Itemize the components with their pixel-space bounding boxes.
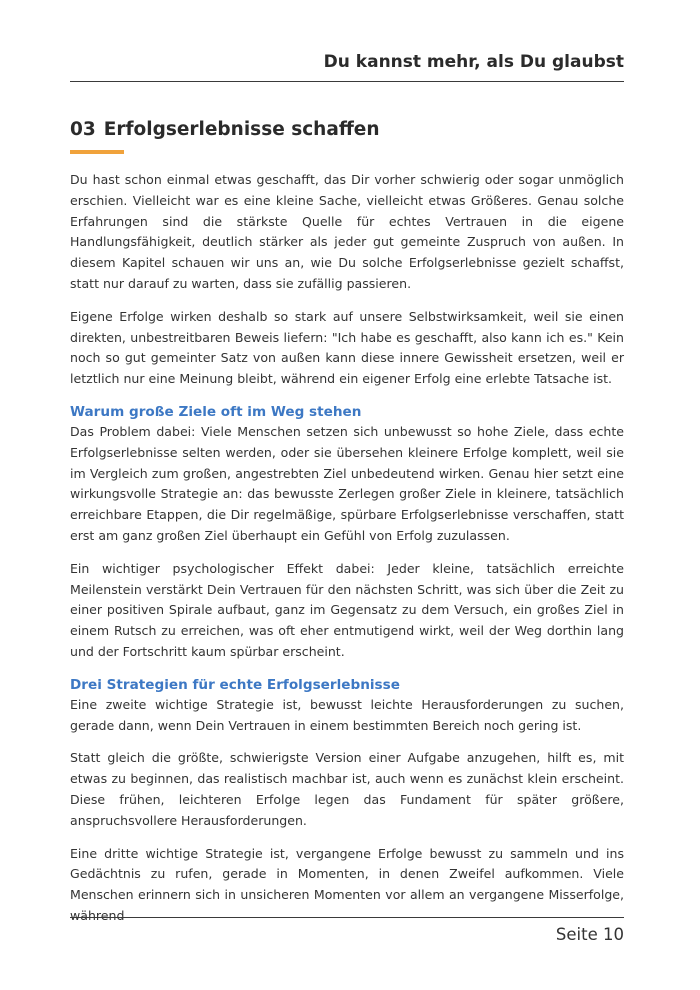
chapter-heading <box>70 119 380 140</box>
body-paragraph: Statt gleich die größte, schwierigste Version einer Aufgabe anzugehen, hilft es, mit etwas zu beginnen, das realistisch machbar ist, auch wenn es zunächst klein erscheint. Diese frühen, leichteren Erfolge legen das Fundament für später größere, anspruchsvollere Herausforderungen. <box>70 750 624 828</box>
body-paragraph: Ein wichtiger psychologischer Effekt dabei: Jeder kleine, tatsächlich erreichte Meilenstein verstärkt Dein Vertrauen für den nächsten Schritt, was sich über die Zeit zu einer positiven Spirale aufbaut, ganz im Gegensatz zu dem Versuch, ein großes Ziel in einem Rutsch zu erreichen, was oft eher entmutigend wirkt, weil der Weg dorthin lang und der Fortschritt kaum spürbar erscheint. <box>70 560 624 659</box>
section-subheading: Warum große Ziele oft im Weg stehen <box>70 403 362 420</box>
chapter-number: 03 <box>70 119 96 140</box>
body-paragraph: Das Problem dabei: Viele Menschen setzen sich unbewusst so hohe Ziele, dass echte Erfolgserlebnisse selten werden, oder sie übersehen kleinere Erfolge komplett, weil sie im Vergleich zum großen, angestrebten Ziel unbedeutend wirken. Genau hier setzt eine wirkungsvolle Strategie an: das bewusste Zerlegen großer Ziele in kleinere, tatsächlich erreichbare Etappen, die Dir regelmäßige, spürbare Erfolgserlebnisse verschaffen, statt erst am ganz großen Ziel überhaupt ein Gefühl von Erfolg zuzulassen. <box>70 423 624 543</box>
body-paragraph: Eine dritte wichtige Strategie ist, vergangene Erfolge bewusst zu sammeln und ins Gedächtnis zu rufen, gerade in Momenten, in denen Zweifel aufkommen. Viele Menschen erinnern sich in unsicheren Momenten vor allem an vergangene Misserfolge, während <box>70 845 624 923</box>
body-paragraph: Eine zweite wichtige Strategie ist, bewusst leichte Herausforderungen zu suchen, gerade dann, wenn Dein Vertrauen in einem bestimmten Bereich noch gering ist. <box>70 696 624 733</box>
chapter-accent-bar <box>70 150 124 154</box>
body-paragraph: Eigene Erfolge wirken deshalb so stark auf unsere Selbstwirksamkeit, weil sie einen direkten, unbestreitbaren Beweis liefern: "Ich habe es geschafft, also kann ich es." Kein noch so gut gemeinter Satz von außen kann diese innere Gewissheit ersetzen, weil er letztlich nur eine Meinung bleibt, während ein eigener Erfolg eine erlebte Tatsache ist. <box>70 308 624 387</box>
section-subheading: Drei Strategien für echte Erfolgserlebnisse <box>70 676 400 693</box>
footer-divider <box>70 917 624 918</box>
running-header-title: Du kannst mehr, als Du glaubst <box>323 52 624 72</box>
chapter-title: Erfolgserlebnisse schaffen <box>103 119 380 140</box>
body-paragraph: Du hast schon einmal etwas geschafft, das Dir vorher schwierig oder sogar unmöglich erschien. Vielleicht war es eine kleine Sache, vielleicht etwas Größeres. Genau solche Erfahrungen sind die stärkste Quelle für echtes Vertrauen in die eigene Handlungsfähigkeit, deutlich stärker als jeder gut gemeinte Zuspruch von außen. In diesem Kapitel schauen wir uns an, wie Du solche Erfolgserlebnisse gezielt schaffst, statt nur darauf zu warten, dass sie zufällig passieren. <box>70 172 624 291</box>
page-number: Seite 10 <box>555 925 624 944</box>
page-body <box>70 170 624 939</box>
header-divider <box>70 81 624 82</box>
